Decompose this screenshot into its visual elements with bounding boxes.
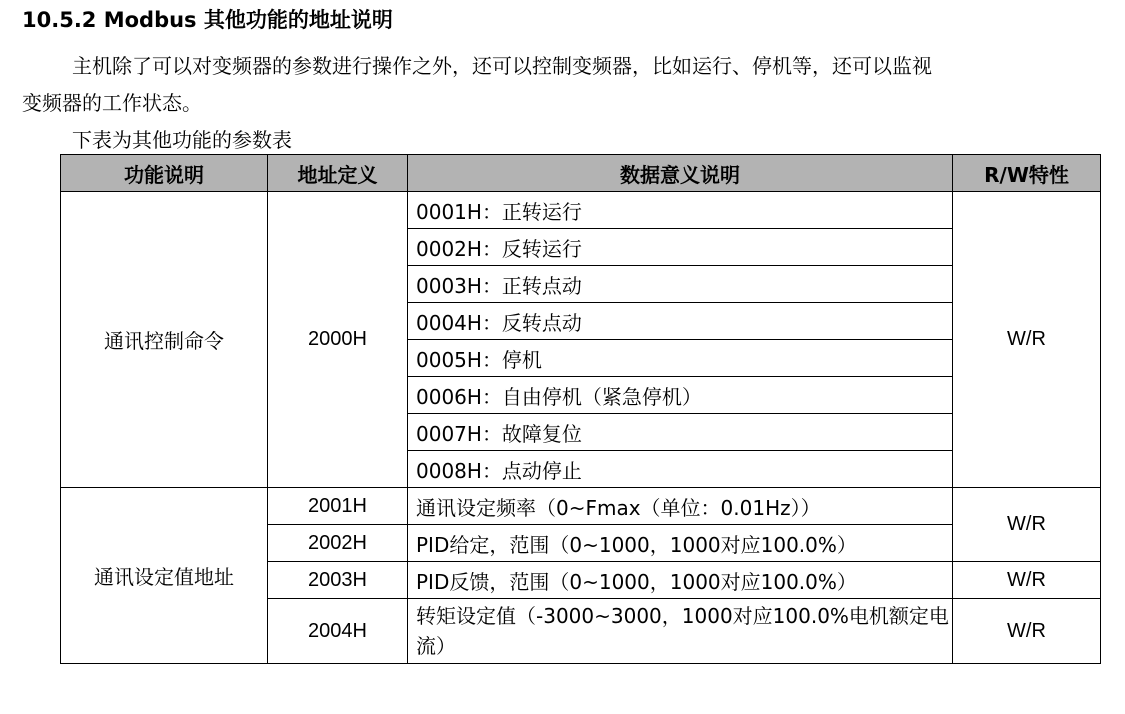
meaning-cell: PID反馈，范围（0~1000，1000对应100.0%） bbox=[408, 562, 953, 599]
meaning-cell: 转矩设定值（-3000~3000，1000对应100.0%电机额定电流） bbox=[408, 599, 953, 664]
function-cell-control: 通讯控制命令 bbox=[61, 192, 268, 488]
function-cell-setpoint: 通讯设定值地址 bbox=[61, 488, 268, 664]
rw-cell: W/R bbox=[953, 192, 1101, 488]
address-cell: 2004H bbox=[268, 599, 408, 664]
meaning-cell: 通讯设定频率（0~Fmax（单位：0.01Hz）） bbox=[408, 488, 953, 525]
meaning-item: 0002H：反转运行 bbox=[408, 229, 953, 266]
section-heading: 10.5.2 Modbus 其他功能的地址说明 bbox=[22, 8, 393, 32]
meaning-item: 0006H：自由停机（紧急停机） bbox=[408, 377, 953, 414]
intro-paragraph-line-2: 变频器的工作状态。 bbox=[22, 91, 202, 115]
address-cell: 2001H bbox=[268, 488, 408, 525]
rw-cell: W/R bbox=[953, 488, 1101, 562]
meaning-item: 0008H：点动停止 bbox=[408, 451, 953, 488]
intro-paragraph-line-1: 主机除了可以对变频器的参数进行操作之外，还可以控制变频器，比如运行、停机等，还可以监视 bbox=[72, 54, 932, 78]
meaning-item: 0003H：正转点动 bbox=[408, 266, 953, 303]
meaning-item: 0004H：反转点动 bbox=[408, 303, 953, 340]
address-cell-2000h: 2000H bbox=[268, 192, 408, 488]
function-address-table bbox=[60, 154, 1101, 664]
header-rw: R/W特性 bbox=[953, 155, 1101, 192]
rw-cell: W/R bbox=[953, 599, 1101, 664]
address-cell: 2002H bbox=[268, 525, 408, 562]
rw-cell: W/R bbox=[953, 562, 1101, 599]
meaning-item: 0005H：停机 bbox=[408, 340, 953, 377]
header-address: 地址定义 bbox=[268, 155, 408, 192]
meaning-item: 0001H：正转运行 bbox=[408, 192, 953, 229]
meaning-item: 0007H：故障复位 bbox=[408, 414, 953, 451]
header-function: 功能说明 bbox=[61, 155, 268, 192]
table-intro-text: 下表为其他功能的参数表 bbox=[72, 128, 292, 152]
header-meaning: 数据意义说明 bbox=[408, 155, 953, 192]
address-cell: 2003H bbox=[268, 562, 408, 599]
meaning-cell: PID给定，范围（0~1000，1000对应100.0%） bbox=[408, 525, 953, 562]
